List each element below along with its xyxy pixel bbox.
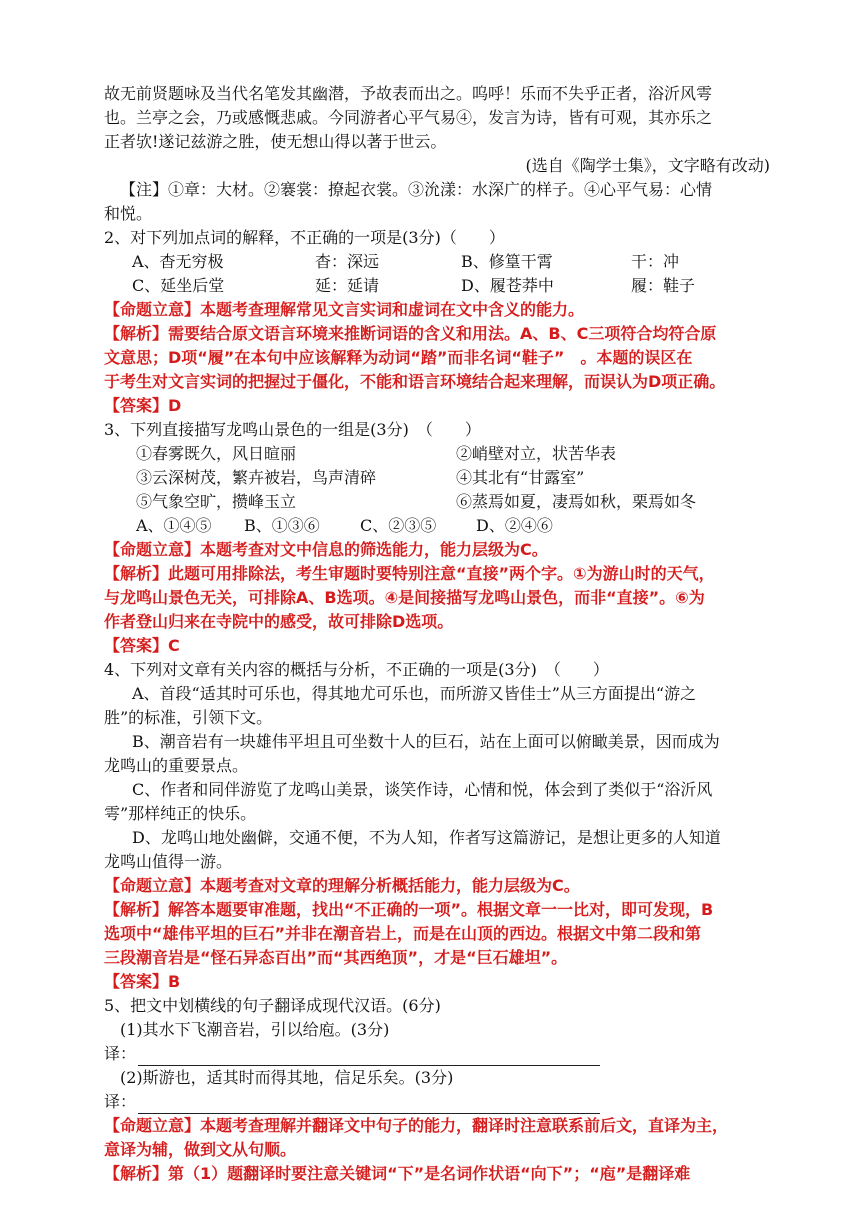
item-4: ④其北有“甘露室” bbox=[456, 468, 585, 487]
option-a-word: A、杳无穷极 bbox=[132, 252, 224, 271]
question-4-option-a-cont: 胜”的标准，引领下文。 bbox=[104, 708, 273, 727]
question-2-answer: 【答案】D bbox=[104, 396, 182, 415]
translation-blank[interactable] bbox=[138, 1097, 600, 1114]
question-4-option-d: D、龙鸣山地处幽僻，交通不便，不为人知，作者写这篇游记，是想让更多的人知道 bbox=[132, 828, 721, 847]
question-3-analysis: 【解析】此题可用排除法，考生审题时要特别注意“直接”两个字。①为游山时的天气， bbox=[104, 564, 715, 583]
question-2-options-row-2 bbox=[104, 274, 770, 298]
passage-notes-cont: 和悦。 bbox=[104, 204, 153, 223]
question-4-option-b-cont: 龙鸣山的重要景点。 bbox=[104, 756, 249, 775]
question-5-sub-1: (1)其水下飞潮音岩，引以给庖。(3分) bbox=[120, 1020, 390, 1039]
choice-b: B、①③⑥ bbox=[244, 516, 320, 535]
question-3-analysis: 与龙鸣山景色无关，可排除A、B选项。④是间接描写龙鸣山景色，而非“直接”。⑥为 bbox=[104, 588, 705, 607]
question-3-choices bbox=[104, 514, 770, 538]
question-4-analysis: 三段潮音岩是“怪石异态百出”而“其西绝顶”，才是“巨石雄坦”。 bbox=[104, 948, 568, 967]
option-c-gloss: 延：延请 bbox=[315, 276, 380, 295]
item-5: ⑤气象空旷，攒峰玉立 bbox=[136, 492, 297, 511]
question-4-option-d-cont: 龙鸣山值得一游。 bbox=[104, 852, 233, 871]
question-5-intent: 【命题立意】本题考查理解并翻译文中句子的能力，翻译时注意联系前后文，直译为主， bbox=[104, 1116, 729, 1135]
question-3-stem: 3、下列直接描写龙鸣山景色的一组是(3分) （ ） bbox=[104, 420, 481, 439]
item-3: ③云深树茂，繁卉被岩，鸟声清碎 bbox=[136, 468, 377, 487]
question-4-analysis: 选项中“雄伟平坦的巨石”并非在潮音岩上，而是在山顶的西边。根据文中第二段和第 bbox=[104, 924, 702, 943]
passage-line: 故无前贤题咏及当代名笔发其幽潜，予故表而出之。呜呼！乐而不失乎正者，浴沂风雩 bbox=[104, 84, 713, 103]
question-2-options-row-1 bbox=[104, 250, 770, 274]
question-3-items-row-1 bbox=[104, 442, 770, 466]
option-d-gloss: 履：鞋子 bbox=[631, 276, 696, 295]
option-c-word: C、延坐后堂 bbox=[132, 276, 225, 295]
translate-label: 译： bbox=[104, 1044, 137, 1063]
question-2-analysis: 文意思；D项“履”在本句中应该解释为动词“踏”而非名词“鞋子” 。本题的误区在 bbox=[104, 348, 693, 367]
question-4-intent: 【命题立意】本题考查对文章的理解分析概括能力，能力层级为C。 bbox=[104, 876, 580, 895]
question-4-analysis: 【解析】解答本题要审准题，找出“不正确的一项”。根据文章一一比对，即可发现，B bbox=[104, 900, 714, 919]
item-6: ⑥蒸焉如夏，凄焉如秋，栗焉如冬 bbox=[456, 492, 697, 511]
question-2-stem: 2、对下列加点词的解释，不正确的一项是(3分)（ ） bbox=[104, 228, 505, 247]
question-5-stem: 5、把文中划横线的句子翻译成现代汉语。(6分) bbox=[104, 996, 441, 1015]
passage-line: 也。兰亭之会，乃或感慨悲戚。今同游者心平气易④，发言为诗，皆有可观，其亦乐之 bbox=[104, 108, 713, 127]
choice-a: A、①④⑤ bbox=[136, 516, 212, 535]
question-2-analysis: 于考生对文言实词的把握过于僵化，不能和语言环境结合起来理解，而误认为D项正确。 bbox=[104, 372, 726, 391]
question-5-analysis: 【解析】第（1）题翻译时要注意关键词“下”是名词作状语“向下”；“庖”是翻译难 bbox=[104, 1164, 691, 1183]
choice-c: C、②③⑤ bbox=[360, 516, 437, 535]
translation-blank[interactable] bbox=[138, 1049, 600, 1066]
document-page bbox=[104, 82, 770, 1186]
item-1: ①春雾既久，风日暄丽 bbox=[136, 444, 297, 463]
question-2-intent: 【命题立意】本题考查理解常见文言实词和虚词在文中含义的能力。 bbox=[104, 300, 585, 319]
question-3-answer: 【答案】C bbox=[104, 636, 180, 655]
option-d-word: D、履苍莽中 bbox=[461, 276, 554, 295]
translate-label: 译： bbox=[104, 1092, 137, 1111]
item-2: ②峭壁对立，状苦华表 bbox=[456, 444, 617, 463]
choice-d: D、②④⑥ bbox=[476, 516, 553, 535]
question-4-option-b: B、潮音岩有一块雄伟平坦且可坐数十人的巨石，站在上面可以俯瞰美景，因而成为 bbox=[132, 732, 720, 751]
question-3-intent: 【命题立意】本题考查对文中信息的筛选能力，能力层级为C。 bbox=[104, 540, 548, 559]
question-5-sub-2: (2)斯游也，适其时而得其地，信足乐矣。(3分) bbox=[120, 1068, 454, 1087]
passage-line: 正者欤!遂记兹游之胜，使无想山得以著于世云。 bbox=[104, 132, 447, 151]
question-2-analysis: 【解析】需要结合原文语言环境来推断词语的含义和用法。A、B、C三项符合均符合原 bbox=[104, 324, 717, 343]
question-5-intent-cont: 意译为辅，做到文从句顺。 bbox=[104, 1140, 297, 1159]
question-4-option-c-cont: 雩”那样纯正的快乐。 bbox=[104, 804, 257, 823]
option-b-word: B、修篁干霄 bbox=[461, 252, 553, 271]
option-b-gloss: 干：冲 bbox=[631, 252, 680, 271]
question-4-option-a: A、首段“适其时可乐也，得其地尤可乐也，而所游又皆佳士”从三方面提出“游之 bbox=[132, 684, 697, 703]
question-4-option-c: C、作者和同伴游览了龙鸣山美景，谈笑作诗，心情和悦，体会到了类似于“浴沂风 bbox=[132, 780, 713, 799]
translation-line-2 bbox=[104, 1090, 770, 1114]
question-3-analysis: 作者登山归来在寺院中的感受，故可排除D选项。 bbox=[104, 612, 454, 631]
option-a-gloss: 杳：深远 bbox=[315, 252, 380, 271]
question-3-items-row-2 bbox=[104, 466, 770, 490]
question-3-items-row-3 bbox=[104, 490, 770, 514]
translation-line-1 bbox=[104, 1042, 770, 1066]
passage-notes: 【注】①章：大材。②褰裳：撩起衣裳。③沇漾：水深广的样子。④心平气易：心情 bbox=[120, 180, 713, 199]
question-4-stem: 4、下列对文章有关内容的概括与分析，不正确的一项是(3分) （ ） bbox=[104, 660, 609, 679]
question-4-answer: 【答案】B bbox=[104, 972, 181, 991]
passage-source: (选自《陶学士集》，文字略有改动) bbox=[525, 156, 770, 175]
